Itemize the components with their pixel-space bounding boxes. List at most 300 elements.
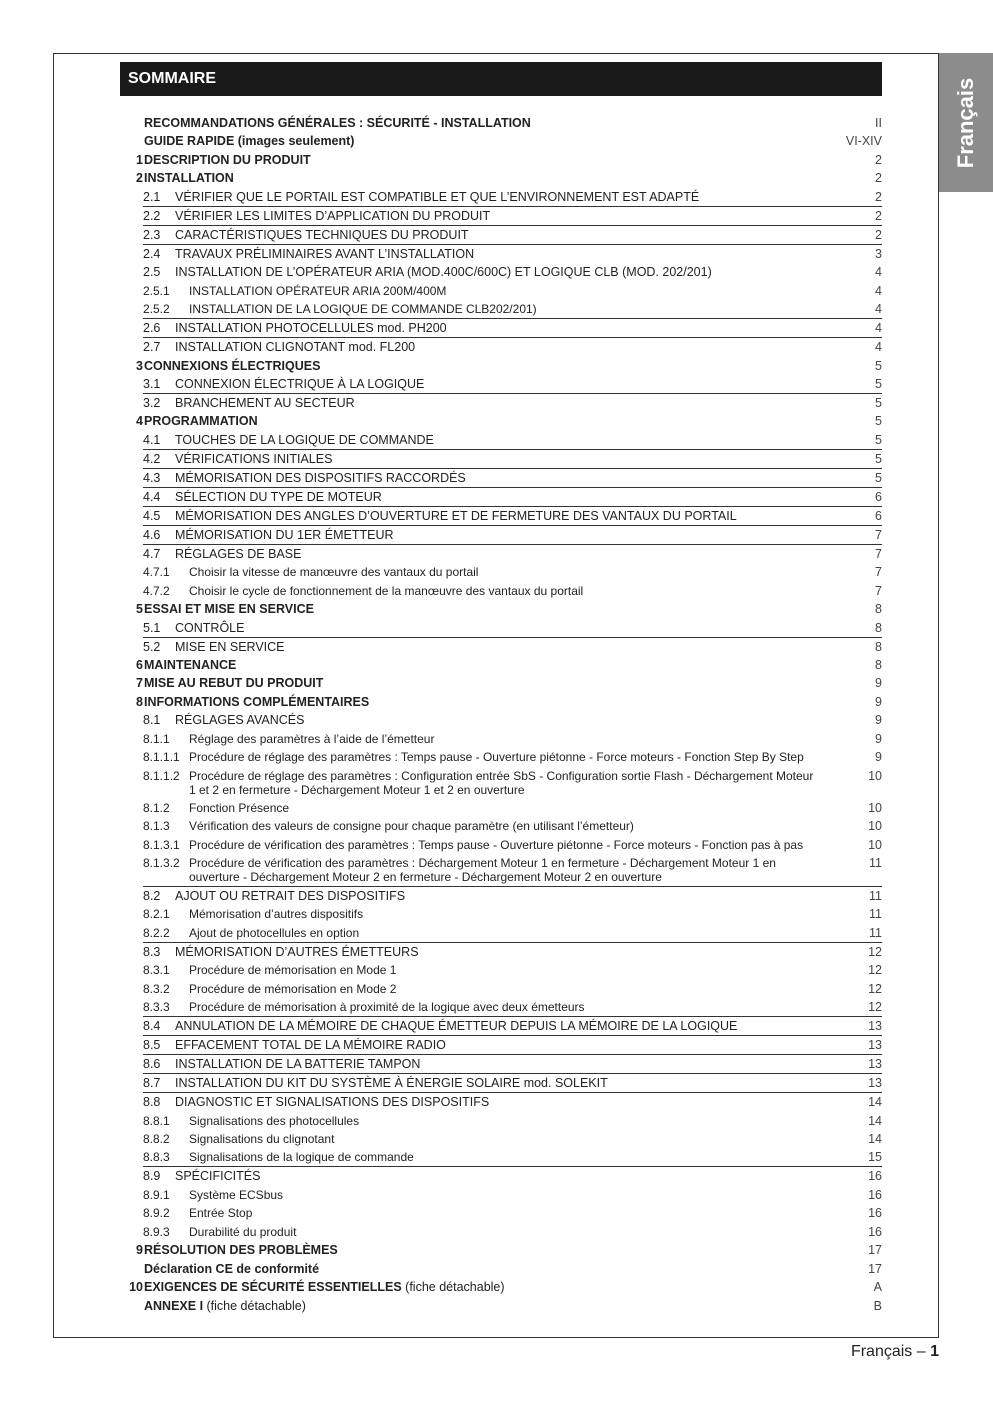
toc-entry-title <box>189 302 842 316</box>
toc-entry-title <box>189 1188 842 1202</box>
toc-entry <box>143 854 882 887</box>
toc-entry <box>143 226 882 245</box>
toc-entry-number: 5.2 <box>143 639 161 654</box>
toc-entry-number: 8.8 <box>143 1095 161 1110</box>
toc-entry-number: 8.7 <box>143 1076 161 1091</box>
toc-entry-title <box>144 359 842 373</box>
toc-entry-number: 8.4 <box>143 1019 161 1034</box>
toc-entry-page: 11 <box>869 925 882 940</box>
toc-entry-number: 8.9.2 <box>143 1206 170 1221</box>
toc-entry-number: 8.1.2 <box>143 800 170 815</box>
toc-entry-page: 8 <box>875 602 882 617</box>
toc-entry-page: 7 <box>875 546 882 561</box>
toc-entry-page: 4 <box>875 321 882 336</box>
toc-entry-title <box>144 153 842 167</box>
toc-entry-title-text: Signalisations de la logique de commande <box>189 1150 414 1165</box>
toc-entry-title-text: Choisir la vitesse de manœuvre des vantaux du portail <box>189 565 479 580</box>
toc-entry-title <box>189 1000 842 1014</box>
toc-entry-page: 10 <box>868 837 882 852</box>
toc-entry-page: 12 <box>868 1000 882 1015</box>
toc-entry-page: 12 <box>868 944 882 959</box>
toc-entry-title-text: Signalisations du clignotant <box>189 1132 335 1146</box>
toc-entry <box>143 924 882 943</box>
toc-entry-title <box>189 856 842 884</box>
toc-entry <box>143 836 882 854</box>
toc-entry-page: 9 <box>875 750 882 765</box>
page-number: 1 <box>930 1343 939 1360</box>
toc-entry-page: 7 <box>875 583 882 598</box>
toc-entry-page: 9 <box>875 713 882 728</box>
toc-entry-title <box>189 1225 842 1239</box>
toc-entry-number: 2.3 <box>143 227 161 242</box>
toc-entry-page: 5 <box>875 414 882 429</box>
toc-entry-title-text: INSTALLATION <box>144 171 234 186</box>
toc-entry-title-text: VÉRIFIER LES LIMITES D’APPLICATION DU PRODUIT <box>175 208 491 223</box>
toc-entry-page: 10 <box>868 819 882 834</box>
toc-entry-title-text: Durabilité du produit <box>189 1224 297 1239</box>
toc-entry-title <box>189 982 842 996</box>
toc-entry-title <box>189 584 842 598</box>
toc-entry-page: 7 <box>875 565 882 580</box>
toc-entry-title-text: Déclaration CE de conformité <box>144 1261 320 1276</box>
toc-entry-title-text: Entrée Stop <box>189 1206 253 1221</box>
toc-entry-page: 6 <box>875 489 882 504</box>
toc-entry-title <box>189 838 842 852</box>
toc-entry-page: 10 <box>868 768 882 783</box>
toc-entry <box>143 730 882 748</box>
toc-entry <box>120 114 882 132</box>
toc-entry-page: 7 <box>875 527 882 542</box>
toc-entry <box>143 338 882 356</box>
toc-entry <box>143 526 882 545</box>
toc-entry <box>143 1167 882 1185</box>
toc-entry <box>143 582 882 600</box>
toc-entry-page: 17 <box>868 1243 882 1258</box>
toc-entry-title <box>175 713 842 727</box>
toc-entry-page: 4 <box>875 302 882 317</box>
toc-entry-page: 4 <box>875 283 882 298</box>
toc-entry-number: 2.5.1 <box>143 283 170 298</box>
toc-entry <box>120 600 882 618</box>
toc-entry-number: 4.7.1 <box>143 565 170 580</box>
toc-entry-title-text: MISE EN SERVICE <box>175 639 285 654</box>
toc-entry-number: 7 <box>136 676 143 691</box>
toc-entry-title <box>175 396 842 410</box>
toc-entry-title <box>144 414 842 428</box>
toc-entry-title <box>175 433 842 447</box>
toc-entry <box>120 693 882 711</box>
toc-entry-number: 8.2 <box>143 888 161 903</box>
toc-entry-title <box>144 695 842 709</box>
toc-entry-title-text: Réglage des paramètres à l’aide de l’émetteur <box>189 731 435 746</box>
toc-entry-page: 2 <box>875 208 882 223</box>
toc-entry-title <box>175 945 842 959</box>
toc-entry-title-text: DIAGNOSTIC ET SIGNALISATIONS DES DISPOSITIFS <box>175 1095 490 1110</box>
toc-entry-page: 14 <box>868 1113 882 1128</box>
toc-entry-number: 2.5 <box>143 265 161 280</box>
toc-entry-title <box>175 265 842 279</box>
toc-entry <box>120 412 882 430</box>
toc-entry-title-text: CONNEXIONS ÉLECTRIQUES <box>144 358 321 373</box>
toc-entry <box>143 488 882 507</box>
toc-entry-title-text: INSTALLATION DU KIT DU SYSTÈME À ÉNERGIE SOLAIRE mod. SOLEKIT <box>175 1076 608 1091</box>
toc-entry <box>143 1055 882 1074</box>
toc-entry-title <box>175 190 842 204</box>
toc-entry-title <box>175 1057 842 1071</box>
page-title: SOMMAIRE <box>120 62 882 96</box>
toc-entry-title <box>175 640 842 654</box>
toc-entry-title-text: ANNEXE I <box>144 1298 204 1313</box>
toc-entry-title <box>144 1280 842 1294</box>
toc-entry-title <box>189 1114 842 1128</box>
toc-entry-number: 8.3.3 <box>143 1000 170 1015</box>
toc-entry-title-text: Procédure de mémorisation en Mode 1 <box>189 963 397 978</box>
toc-entry-page: 17 <box>868 1261 882 1276</box>
toc-entry <box>143 638 882 656</box>
toc-entry-title <box>189 1150 842 1164</box>
toc-entry-title-text: Choisir le cycle de fonctionnement de la manœuvre des vantaux du portail <box>189 583 584 598</box>
toc-entry-title <box>189 926 842 940</box>
toc-entry-page: 11 <box>869 888 882 903</box>
toc-entry-page: 16 <box>868 1206 882 1221</box>
toc-entry-page: 3 <box>875 246 882 261</box>
page-footer <box>851 1343 939 1361</box>
toc-entry <box>143 1204 882 1222</box>
toc-entry-title <box>175 340 842 354</box>
toc-entry-page: A <box>873 1280 882 1295</box>
toc-entry-page: 16 <box>868 1169 882 1184</box>
toc-entry-title <box>144 1243 842 1257</box>
toc-entry-title <box>144 116 842 130</box>
toc-entry-number: 2.7 <box>143 340 161 355</box>
toc-entry-title-text: INSTALLATION DE L’OPÉRATEUR ARIA (MOD.400C/600C) ET LOGIQUE CLB (MOD. 202/201) <box>175 265 712 280</box>
toc-entry-page: 4 <box>875 265 882 280</box>
toc-entry <box>143 188 882 207</box>
toc-entry-title-text: TOUCHES DE LA LOGIQUE DE COMMANDE <box>175 432 434 447</box>
toc-entry-title-text: SÉLECTION DU TYPE DE MOTEUR <box>175 489 382 504</box>
toc-entry-number: 8.1.3.2 <box>143 855 180 870</box>
toc-entry-title <box>175 547 842 561</box>
toc-entry-title <box>144 1262 842 1276</box>
toc-entry <box>143 961 882 979</box>
toc-entry-number: 2.5.2 <box>143 302 170 317</box>
toc-entry-title-text: Mémorisation d’autres dispositifs <box>189 907 364 922</box>
toc-entry <box>143 799 882 817</box>
toc-entry-number: 4.2 <box>143 451 161 466</box>
toc-entry <box>120 656 882 674</box>
toc-entry-number: 8.8.3 <box>143 1150 170 1165</box>
toc-entry-title <box>189 801 842 815</box>
toc-entry <box>120 1297 882 1315</box>
toc-entry-number: 8 <box>136 694 143 709</box>
toc-entry <box>143 1074 882 1093</box>
toc-entry-title <box>189 565 842 579</box>
toc-entry-title-text: ANNULATION DE LA MÉMOIRE DE CHAQUE ÉMETTEUR DEPUIS LA MÉMOIRE DE LA LOGIQUE <box>175 1019 738 1034</box>
toc-entry-note: (fiche détachable) <box>401 1280 505 1295</box>
toc-entry-page: 13 <box>868 1038 882 1053</box>
toc-entry-number: 8.9.1 <box>143 1187 170 1202</box>
toc-entry <box>143 375 882 394</box>
toc-entry-page: 4 <box>875 340 882 355</box>
toc-entry-title-text: INSTALLATION CLIGNOTANT mod. FL200 <box>175 340 416 355</box>
toc-entry-page: 2 <box>875 227 882 242</box>
toc-entry <box>143 319 882 338</box>
toc-entry-page: 16 <box>868 1187 882 1202</box>
toc-entry-number: 2.1 <box>143 189 161 204</box>
toc-entry-page: 9 <box>875 694 882 709</box>
toc-entry-title <box>189 907 842 921</box>
toc-entry <box>143 450 882 469</box>
toc-entry <box>143 817 882 835</box>
toc-entry-title <box>175 209 842 223</box>
toc-entry-title <box>175 377 842 391</box>
toc-entry-number: 4.5 <box>143 508 161 523</box>
toc-entry-note: (fiche détachable) <box>203 1298 306 1313</box>
toc-entry <box>120 357 882 375</box>
toc-entry-number: 1 <box>136 152 143 167</box>
toc-entry <box>143 263 882 281</box>
toc-entry-title-text: PROGRAMMATION <box>144 414 258 429</box>
toc-entry-title-text: MISE AU REBUT DU PRODUIT <box>144 676 324 691</box>
toc-entry-title <box>144 134 842 148</box>
toc-entry-title-text: Fonction Présence <box>189 800 290 815</box>
toc-entry-number: 8.6 <box>143 1057 161 1072</box>
toc-entry <box>120 132 882 150</box>
toc-entry-page: 2 <box>875 152 882 167</box>
toc-entry <box>143 545 882 563</box>
toc-entry-title-text: MÉMORISATION D’AUTRES ÉMETTEURS <box>175 944 419 959</box>
toc-entry-page: 5 <box>875 358 882 373</box>
toc-entry <box>143 394 882 412</box>
toc-entry-number: 8.1.3.1 <box>143 837 180 852</box>
table-of-contents <box>120 114 882 1315</box>
toc-entry-page: 14 <box>868 1132 882 1146</box>
toc-entry-title <box>175 452 842 466</box>
toc-entry-title <box>175 247 842 261</box>
toc-entry <box>143 207 882 226</box>
toc-entry-title <box>144 658 842 672</box>
toc-entry-title-text: MÉMORISATION DU 1ER ÉMETTEUR <box>175 527 394 542</box>
toc-entry-title-text: Ajout de photocellules en option <box>189 925 360 940</box>
toc-entry-title-text: Signalisations des photocellules <box>189 1113 360 1128</box>
toc-entry-page: 5 <box>875 376 882 391</box>
toc-entry-number: 9 <box>136 1243 143 1258</box>
toc-entry-page: B <box>873 1298 882 1313</box>
toc-entry-page: 9 <box>875 731 882 746</box>
toc-entry-page: 8 <box>875 658 882 672</box>
toc-entry-number: 8.1.3 <box>143 819 170 834</box>
toc-entry-page: 15 <box>868 1150 882 1165</box>
toc-entry-page: 11 <box>869 907 882 922</box>
footer-language: Français – <box>850 1343 926 1360</box>
toc-entry-page: 12 <box>868 963 882 978</box>
toc-entry-title <box>175 228 842 242</box>
toc-entry-title-text: VÉRIFIER QUE LE PORTAIL EST COMPATIBLE ET QUE L’ENVIRONNEMENT EST ADAPTÉ <box>175 189 700 204</box>
toc-entry-title-text: MÉMORISATION DES ANGLES D’OUVERTURE ET DE FERMETURE DES VANTAUX DU PORTAIL <box>175 508 737 523</box>
toc-entry-page: 13 <box>868 1019 882 1034</box>
toc-entry-title <box>144 676 842 690</box>
toc-entry-title <box>189 769 842 797</box>
toc-entry-number: 8.3.2 <box>143 981 170 996</box>
toc-entry-page: 16 <box>868 1224 882 1239</box>
toc-entry-page: VI-XIV <box>845 134 882 149</box>
toc-entry <box>143 943 882 961</box>
toc-entry <box>143 1112 882 1130</box>
toc-entry-title <box>175 1076 842 1090</box>
toc-entry-number: 4.7.2 <box>143 583 170 598</box>
toc-entry-number: 8.3.1 <box>143 963 170 978</box>
toc-entry-page: 12 <box>868 981 882 996</box>
toc-entry-page: 13 <box>868 1057 882 1072</box>
toc-entry-title-text: CARACTÉRISTIQUES TECHNIQUES DU PRODUIT <box>175 227 469 242</box>
toc-entry-title-text: Procédure de réglage des paramètres : Configuration entrée SbS - Configuration sortie Flash - Déchargement Moteur 1 et 2 en fermeture - Déchargement Moteur 1 et 2 en ouverture <box>189 768 814 797</box>
toc-entry <box>143 980 882 998</box>
toc-entry-title <box>175 321 842 335</box>
toc-entry-title <box>189 284 842 298</box>
toc-entry-number: 8.1.1 <box>143 731 170 746</box>
toc-entry-title <box>189 963 842 977</box>
toc-entry <box>143 300 882 319</box>
toc-entry-title-text: Procédure de vérification des paramètres : Temps pause - Ouverture piétonne - Force moteurs - Fonction pas à pas <box>189 837 804 852</box>
toc-entry-title <box>175 889 842 903</box>
toc-entry <box>143 431 882 450</box>
toc-entry-number: 8.5 <box>143 1038 161 1053</box>
toc-entry-title <box>175 490 842 504</box>
toc-entry <box>143 1017 882 1036</box>
toc-entry-page: 5 <box>875 432 882 447</box>
toc-entry-title-text: Procédure de mémorisation en Mode 2 <box>189 981 397 996</box>
toc-entry <box>143 1130 882 1148</box>
toc-entry-page: 9 <box>875 676 882 691</box>
toc-entry-number: 8.8.2 <box>143 1132 170 1146</box>
toc-entry-title-text: Procédure de mémorisation à proximité de la logique avec deux émetteurs <box>189 1000 585 1015</box>
toc-entry-page: 5 <box>875 470 882 485</box>
toc-entry-title <box>175 1095 842 1109</box>
toc-entry-title <box>175 1038 842 1052</box>
toc-entry-number: 4.4 <box>143 489 161 504</box>
toc-entry-title-text: RÉSOLUTION DES PROBLÈMES <box>144 1243 338 1258</box>
toc-entry-title-text: INSTALLATION DE LA LOGIQUE DE COMMANDE CLB202/201) <box>189 302 537 317</box>
toc-entry <box>143 1036 882 1055</box>
toc-entry-title-text: MAINTENANCE <box>144 658 237 672</box>
toc-entry <box>143 1223 882 1241</box>
toc-entry-title-text: AJOUT OU RETRAIT DES DISPOSITIFS <box>175 888 406 903</box>
toc-entry <box>120 1260 882 1278</box>
toc-entry <box>143 887 882 905</box>
toc-entry <box>120 151 882 169</box>
toc-entry-title <box>175 1169 842 1183</box>
toc-entry <box>120 169 882 187</box>
toc-entry-number: 6 <box>136 658 143 672</box>
toc-entry-title <box>175 471 842 485</box>
toc-entry-number: 8.3 <box>143 944 161 959</box>
toc-entry-title-text: CONTRÔLE <box>175 620 245 635</box>
toc-entry-page: 5 <box>875 451 882 466</box>
toc-entry-number: 8.9 <box>143 1169 161 1184</box>
toc-entry-title-text: Vérification des valeurs de consigne pour chaque paramètre (en utilisant l’émetteur) <box>189 819 634 834</box>
toc-entry-title-text: DESCRIPTION DU PRODUIT <box>144 152 311 167</box>
toc-entry-number: 8.8.1 <box>143 1113 170 1128</box>
toc-entry-title-text: CONNEXION ÉLECTRIQUE À LA LOGIQUE <box>175 376 425 391</box>
toc-entry-page: II <box>875 116 882 130</box>
toc-entry-number: 8.2.2 <box>143 925 170 940</box>
toc-entry-page: 14 <box>868 1095 882 1110</box>
toc-entry-title-text: MÉMORISATION DES DISPOSITIFS RACCORDÉS <box>175 470 466 485</box>
toc-entry-title <box>175 621 842 635</box>
toc-entry-number: 4.7 <box>143 546 161 561</box>
toc-entry <box>120 674 882 692</box>
toc-entry-title-text: INSTALLATION DE LA BATTERIE TAMPON <box>175 1057 421 1072</box>
toc-entry <box>143 905 882 923</box>
toc-entry-title <box>175 528 842 542</box>
toc-entry-title <box>175 1019 842 1033</box>
toc-entry-page: 8 <box>875 620 882 635</box>
toc-entry-page: 2 <box>875 171 882 186</box>
toc-entry-title-text: SPÉCIFICITÉS <box>175 1169 261 1184</box>
toc-entry-title-text: INSTALLATION OPÉRATEUR ARIA 200M/400M <box>189 283 447 298</box>
toc-entry-title-text: EFFACEMENT TOTAL DE LA MÉMOIRE RADIO <box>175 1038 446 1053</box>
toc-entry-page: 6 <box>875 508 882 523</box>
toc-entry-title <box>189 750 842 764</box>
toc-entry-number: 5.1 <box>143 620 161 635</box>
toc-entry-title-text: GUIDE RAPIDE (images seulement) <box>144 134 355 149</box>
toc-entry-title-text: TRAVAUX PRÉLIMINAIRES AVANT L’INSTALLATION <box>175 246 475 261</box>
toc-entry-title-text: INFORMATIONS COMPLÉMENTAIRES <box>144 694 370 709</box>
toc-entry <box>143 748 882 766</box>
toc-entry-title-text: RÉGLAGES DE BASE <box>175 546 302 561</box>
toc-entry-title <box>189 732 842 746</box>
toc-entry-number: 2.4 <box>143 246 161 261</box>
toc-entry <box>120 1278 882 1296</box>
toc-entry-title <box>144 1299 842 1313</box>
toc-entry <box>143 619 882 638</box>
toc-entry-title <box>189 1132 842 1146</box>
toc-entry-number: 3 <box>136 358 143 373</box>
toc-entry-number: 4.6 <box>143 527 161 542</box>
toc-entry <box>143 711 882 729</box>
toc-entry-number: 3.1 <box>143 376 161 391</box>
toc-entry <box>143 507 882 526</box>
toc-entry-page: 11 <box>869 855 882 870</box>
toc-entry-number: 2 <box>136 171 143 186</box>
toc-entry-title <box>144 602 842 616</box>
toc-entry-number: 4.3 <box>143 470 161 485</box>
toc-entry-number: 8.9.3 <box>143 1224 170 1239</box>
toc-entry <box>143 563 882 581</box>
toc-entry-number: 8.1 <box>143 713 161 728</box>
toc-entry-title-text: VÉRIFICATIONS INITIALES <box>175 451 333 466</box>
toc-entry-title-text: INSTALLATION PHOTOCELLULES mod. PH200 <box>175 321 447 336</box>
toc-entry <box>143 1093 882 1111</box>
toc-entry-title <box>189 819 842 833</box>
toc-entry-title-text: RÉGLAGES AVANCÉS <box>175 713 305 728</box>
toc-entry-page: 8 <box>875 639 882 654</box>
toc-entry-number: 5 <box>136 602 143 617</box>
toc-entry-title <box>175 509 842 523</box>
toc-entry-title-text: BRANCHEMENT AU SECTEUR <box>175 395 355 410</box>
toc-entry-number: 8.2.1 <box>143 907 170 922</box>
toc-entry-title-text: Procédure de vérification des paramètres : Déchargement Moteur 1 en fermeture - Déchargement Moteur 1 en ouverture - Déchargement Moteur 2 en fermeture - Déchargement Moteur 2 en ouverture <box>189 855 776 884</box>
toc-entry-page: 13 <box>868 1076 882 1091</box>
toc-entry-number: 10 <box>129 1280 143 1295</box>
toc-entry <box>143 282 882 300</box>
toc-entry-number: 3.2 <box>143 395 161 410</box>
toc-entry-number: 2.6 <box>143 321 161 336</box>
toc-entry-title-text: RECOMMANDATIONS GÉNÉRALES : SÉCURITÉ - INSTALLATION <box>144 116 531 130</box>
toc-entry <box>143 998 882 1017</box>
toc-entry <box>143 1186 882 1204</box>
toc-entry-number: 8.1.1.2 <box>143 768 180 783</box>
